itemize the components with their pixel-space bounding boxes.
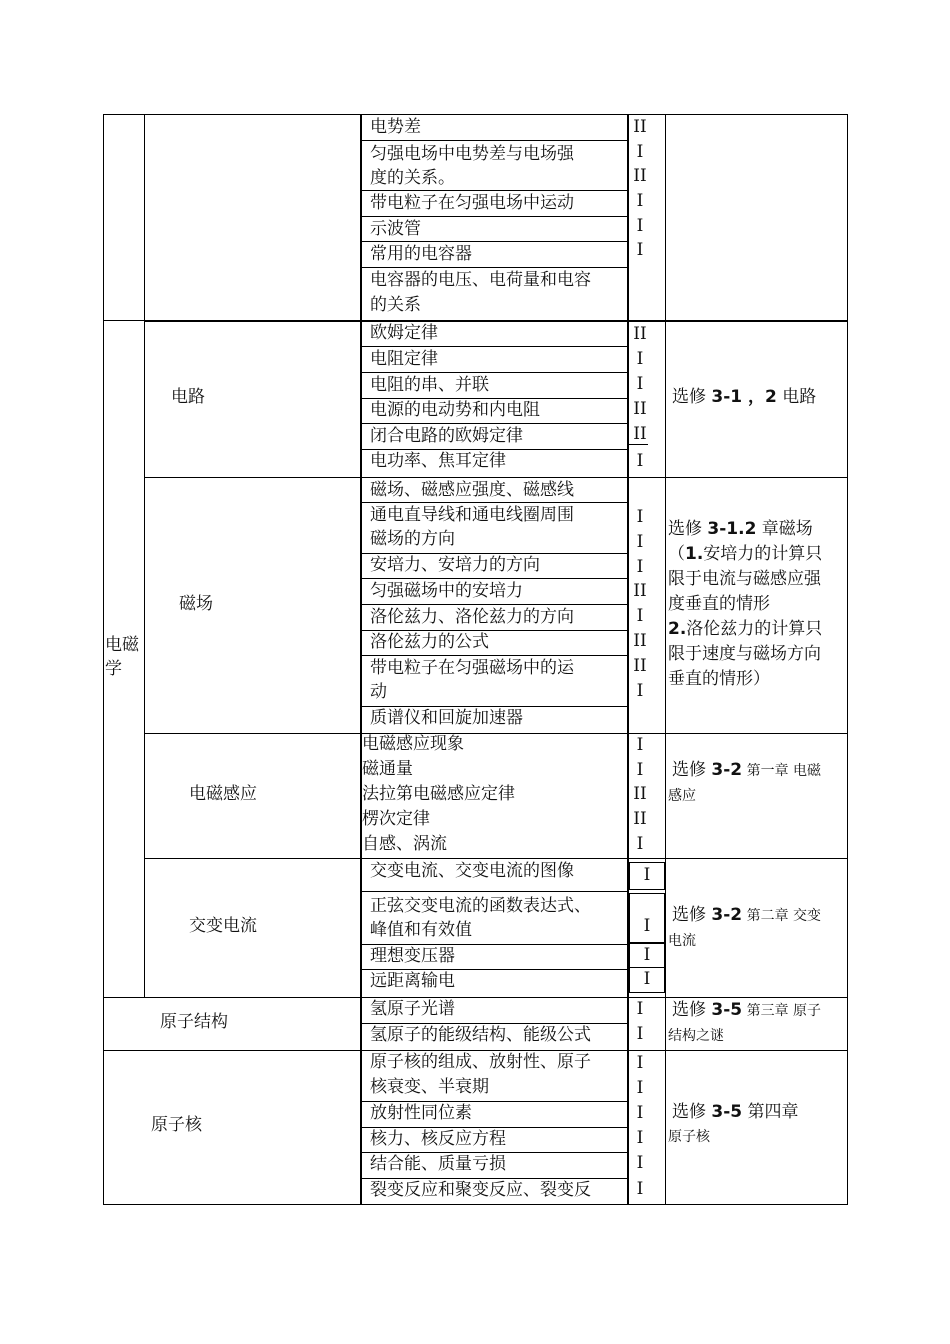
item-text: 安培力、安培力的方向 (370, 555, 540, 575)
level-mark: I (636, 1024, 644, 1044)
level-mark: I (636, 999, 644, 1019)
item-text: 的关系 (370, 295, 421, 315)
row-line (362, 891, 627, 892)
level-box: I (629, 862, 665, 890)
level-mark: I (636, 240, 644, 260)
level-mark: I (636, 191, 644, 211)
level-mark: II (633, 117, 647, 137)
level-mark: II (633, 166, 647, 186)
level-mark: II (633, 784, 647, 804)
note-circuit: 选修 3-1 ，2 电路 (672, 387, 817, 407)
topic-title-induction: 电磁感应 (189, 784, 257, 804)
item-text: 氢原子的能级结构、能级公式 (370, 1025, 591, 1045)
level-mark: II (633, 809, 647, 829)
level-mark: II (633, 399, 647, 419)
level-mark: II (633, 656, 647, 676)
item-text: 法拉第电磁感应定律 (362, 784, 515, 804)
level-mark: I (636, 1053, 644, 1073)
category-label-line2: 学 (105, 659, 122, 679)
item-text: 裂变反应和聚变反应、裂变反 (370, 1180, 591, 1200)
item-text: 质谱仪和回旋加速器 (370, 708, 523, 728)
level-mark: I (636, 532, 644, 552)
item-text: 匀强磁场中的安培力 (370, 581, 523, 601)
level-column-divider (665, 114, 666, 1205)
topic-title-ac: 交变电流 (189, 916, 257, 936)
note-induction: 选修 3-2 第一章 电磁 感应 (668, 760, 822, 804)
table-border-right (847, 114, 848, 1205)
category-label: 电磁 (105, 635, 139, 655)
item-text: 磁场、磁感应强度、磁感线 (370, 480, 574, 500)
level-mark: I (636, 1179, 644, 1199)
level-mark: I (636, 735, 644, 755)
level-mark: I (636, 1078, 644, 1098)
note-ac: 选修 3-2 第二章 交变 电流 (668, 905, 822, 949)
item-text: 峰值和有效值 (370, 920, 472, 940)
item-text: 电阻的串、并联 (370, 375, 489, 395)
table-border-top (103, 114, 848, 115)
level-mark: I (636, 507, 644, 527)
table-border-bottom (103, 1204, 848, 1205)
item-text: 电容器的电压、电荷量和电容 (370, 270, 591, 290)
item-text: 电势差 (370, 117, 421, 137)
level-mark: II (633, 324, 647, 344)
section-line (144, 733, 848, 734)
item-text: 原子核的组成、放射性、原子 (370, 1052, 591, 1072)
item-text: 电功率、焦耳定律 (370, 451, 506, 471)
item-text: 磁通量 (362, 759, 413, 779)
item-text: 度的关系。 (370, 168, 455, 188)
topic-title-circuit: 电路 (171, 387, 205, 407)
item-text: 洛伦兹力、洛伦兹力的方向 (370, 607, 574, 627)
item-text: 结合能、质量亏损 (370, 1154, 506, 1174)
item-text: 核力、核反应方程 (370, 1129, 506, 1149)
level-mark: I (636, 1153, 644, 1173)
level-mark: I (636, 1103, 644, 1123)
item-text: 楞次定律 (362, 809, 430, 829)
item-text: 洛伦兹力的公式 (370, 632, 489, 652)
level-mark: I (636, 374, 644, 394)
item-text: 电阻定律 (370, 349, 438, 369)
item-text: 示波管 (370, 219, 421, 239)
item-text: 理想变压器 (370, 946, 455, 966)
level-mark: II (633, 631, 647, 651)
item-text: 电源的电动势和内电阻 (370, 400, 540, 420)
level-mark: I (636, 451, 644, 471)
item-text: 放射性同位素 (370, 1103, 472, 1123)
item-text: 带电粒子在匀强磁场中的运 (370, 658, 574, 678)
item-column-divider (627, 114, 629, 1205)
item-text: 欧姆定律 (370, 323, 438, 343)
item-text: 氢原子光谱 (370, 999, 455, 1019)
item-text: 电磁感应现象 (362, 734, 464, 754)
note-magnetic: 选修 3-1.2 章磁场 （1.安培力的计算只 限于电流与磁感应强 度垂直的情形 2.洛伦兹力的计算只 限于速度与磁场方向 垂直的情形） (668, 519, 823, 689)
level-mark: II (633, 424, 647, 444)
level-box: I (629, 943, 665, 968)
level-mark: I (636, 681, 644, 701)
item-text: 常用的电容器 (370, 244, 472, 264)
topic-title-nucleus: 原子核 (151, 1115, 202, 1135)
item-text: 闭合电路的欧姆定律 (370, 426, 523, 446)
topic-title-atom: 原子结构 (160, 1012, 228, 1032)
item-text: 交变电流、交变电流的图像 (370, 861, 574, 881)
topic-title-magnetic: 磁场 (179, 594, 213, 614)
level-mark: II (633, 581, 647, 601)
table-border-left (103, 114, 104, 1205)
item-text: 匀强电场中电势差与电场强 (370, 144, 574, 164)
level-mark: I (636, 349, 644, 369)
row-line (362, 140, 627, 141)
level-mark: I (636, 1128, 644, 1148)
section-line (103, 320, 145, 321)
item-text: 自感、涡流 (362, 834, 447, 854)
item-text: 核衰变、半衰期 (370, 1077, 489, 1097)
level-mark: I (636, 142, 644, 162)
level-mark: I (636, 606, 644, 626)
section-line (144, 320, 848, 322)
level-mark: I (636, 760, 644, 780)
level-mark: I (636, 557, 644, 577)
item-text: 正弦交变电流的函数表达式、 (370, 896, 591, 916)
note-atom: 选修 3-5 第三章 原子 结构之谜 (668, 1000, 822, 1044)
topic-column-divider (360, 114, 362, 1205)
item-text: 带电粒子在匀强电场中运动 (370, 193, 574, 213)
category-column-divider (144, 114, 145, 998)
level-mark: I (636, 834, 644, 854)
item-text: 远距离输电 (370, 971, 455, 991)
level-mark: I (636, 216, 644, 236)
item-text: 通电直导线和通电线圈周围 (370, 505, 574, 525)
item-text: 动 (370, 682, 387, 702)
note-nucleus: 选修 3-5 第四章 原子核 (668, 1102, 799, 1145)
item-text: 磁场的方向 (370, 529, 455, 549)
level-box: I (629, 893, 665, 943)
level-box: I (629, 967, 665, 993)
